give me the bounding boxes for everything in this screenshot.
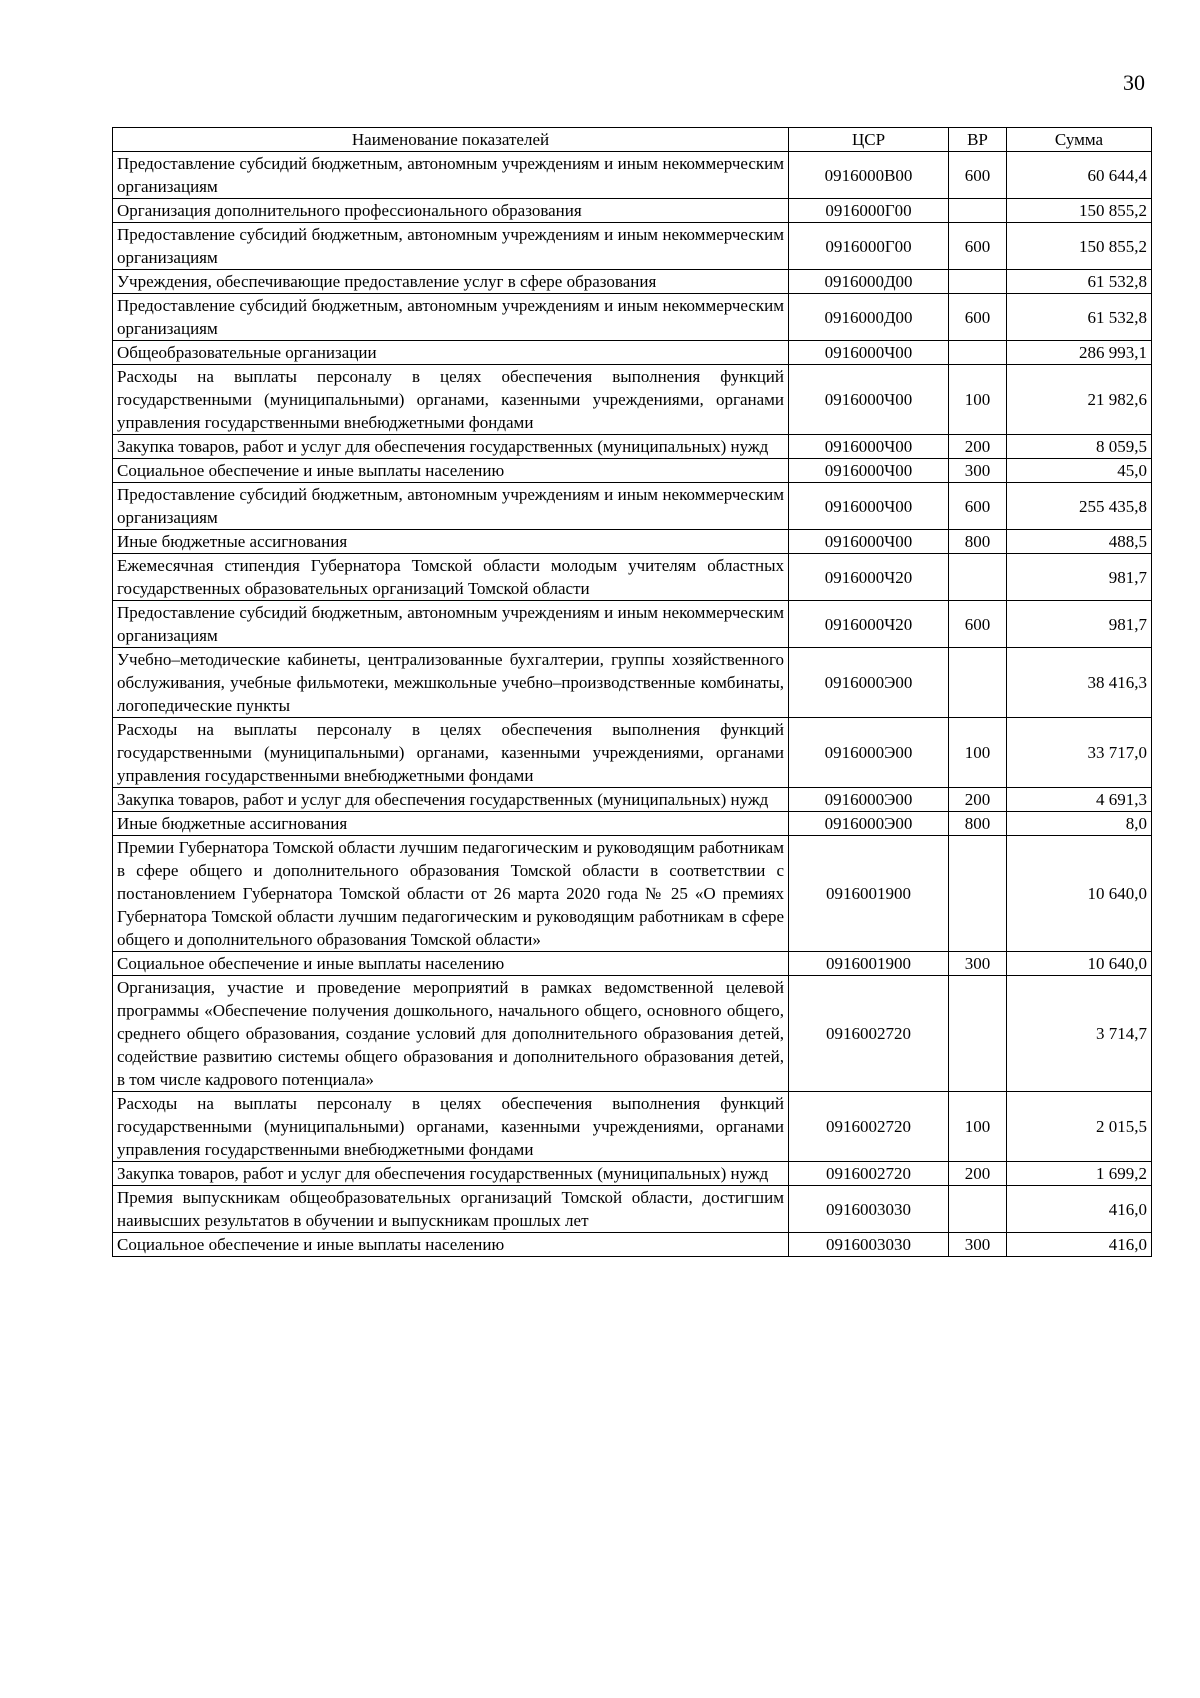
table-row [113, 341, 1152, 365]
table-row [113, 1092, 1152, 1162]
cell-vr: 600 [949, 294, 1007, 341]
cell-csr: 0916000Ч00 [789, 459, 949, 483]
cell-csr: 0916000Д00 [789, 294, 949, 341]
cell-vr [949, 554, 1007, 601]
cell-vr: 600 [949, 152, 1007, 199]
cell-sum: 8,0 [1007, 812, 1152, 836]
table-row [113, 718, 1152, 788]
cell-vr: 300 [949, 1233, 1007, 1257]
table-row [113, 601, 1152, 648]
table-row [113, 483, 1152, 530]
cell-vr: 100 [949, 1092, 1007, 1162]
cell-csr: 0916001900 [789, 836, 949, 952]
table-header-row [113, 128, 1152, 152]
cell-vr [949, 341, 1007, 365]
table-row [113, 952, 1152, 976]
cell-sum: 150 855,2 [1007, 223, 1152, 270]
cell-csr: 0916000Э00 [789, 648, 949, 718]
cell-sum: 150 855,2 [1007, 199, 1152, 223]
cell-vr: 200 [949, 435, 1007, 459]
cell-sum: 416,0 [1007, 1233, 1152, 1257]
cell-sum: 286 993,1 [1007, 341, 1152, 365]
cell-vr: 300 [949, 459, 1007, 483]
cell-sum: 255 435,8 [1007, 483, 1152, 530]
cell-sum: 416,0 [1007, 1186, 1152, 1233]
cell-csr: 0916000Э00 [789, 718, 949, 788]
cell-sum: 4 691,3 [1007, 788, 1152, 812]
cell-name: Социальное обеспечение и иные выплаты населению [113, 952, 789, 976]
cell-csr: 0916000Э00 [789, 788, 949, 812]
cell-name: Предоставление субсидий бюджетным, автономным учреждениям и иным некоммерческим организациям [113, 294, 789, 341]
cell-csr: 0916000Ч00 [789, 530, 949, 554]
cell-sum: 10 640,0 [1007, 836, 1152, 952]
cell-sum: 10 640,0 [1007, 952, 1152, 976]
table-row [113, 812, 1152, 836]
cell-vr: 600 [949, 483, 1007, 530]
cell-csr: 0916000Ч20 [789, 554, 949, 601]
table-row [113, 530, 1152, 554]
table-row [113, 554, 1152, 601]
cell-sum: 8 059,5 [1007, 435, 1152, 459]
cell-name: Социальное обеспечение и иные выплаты населению [113, 459, 789, 483]
cell-sum: 38 416,3 [1007, 648, 1152, 718]
cell-sum: 3 714,7 [1007, 976, 1152, 1092]
cell-name: Премия выпускникам общеобразовательных организаций Томской области, достигшим наивысших результатов в обучении и выпускникам прошлых лет [113, 1186, 789, 1233]
budget-table [112, 127, 1152, 1257]
cell-name: Предоставление субсидий бюджетным, автономным учреждениям и иным некоммерческим организациям [113, 152, 789, 199]
cell-name: Учреждения, обеспечивающие предоставление услуг в сфере образования [113, 270, 789, 294]
cell-name: Организация дополнительного профессионального образования [113, 199, 789, 223]
table-row [113, 294, 1152, 341]
cell-csr: 0916002720 [789, 1162, 949, 1186]
cell-vr [949, 1186, 1007, 1233]
cell-vr: 800 [949, 530, 1007, 554]
cell-csr: 0916003030 [789, 1186, 949, 1233]
cell-name: Организация, участие и проведение мероприятий в рамках ведомственной целевой программы «Обеспечение получения дошкольного, начального общего, основного общего, среднего общего образования, создание условий для дополнительного образования детей, содействие развитию системы общего образования и дополнительного образования детей, в том числе кадрового потенциала» [113, 976, 789, 1092]
header-name: Наименование показателей [113, 128, 789, 152]
header-vr: ВР [949, 128, 1007, 152]
cell-csr: 0916000Ч00 [789, 365, 949, 435]
cell-name: Социальное обеспечение и иные выплаты населению [113, 1233, 789, 1257]
cell-vr [949, 648, 1007, 718]
cell-name: Закупка товаров, работ и услуг для обеспечения государственных (муниципальных) нужд [113, 788, 789, 812]
cell-vr: 600 [949, 601, 1007, 648]
table-row [113, 223, 1152, 270]
cell-name: Расходы на выплаты персоналу в целях обеспечения выполнения функций государственными (муниципальными) органами, казенными учреждениями, органами управления государственными внебюджетными фондами [113, 365, 789, 435]
cell-vr [949, 199, 1007, 223]
cell-sum: 981,7 [1007, 554, 1152, 601]
cell-sum: 33 717,0 [1007, 718, 1152, 788]
cell-csr: 0916000Г00 [789, 223, 949, 270]
cell-csr: 0916000Ч00 [789, 483, 949, 530]
table-row [113, 199, 1152, 223]
cell-csr: 0916000Э00 [789, 812, 949, 836]
table-row [113, 836, 1152, 952]
table-row [113, 152, 1152, 199]
page-number: 30 [1123, 70, 1145, 95]
table-row [113, 1233, 1152, 1257]
cell-csr: 0916003030 [789, 1233, 949, 1257]
cell-csr: 0916002720 [789, 1092, 949, 1162]
table-row [113, 1162, 1152, 1186]
cell-sum: 45,0 [1007, 459, 1152, 483]
cell-name: Расходы на выплаты персоналу в целях обеспечения выполнения функций государственными (муниципальными) органами, казенными учреждениями, органами управления государственными внебюджетными фондами [113, 718, 789, 788]
cell-sum: 60 644,4 [1007, 152, 1152, 199]
cell-csr: 0916000В00 [789, 152, 949, 199]
table-row [113, 976, 1152, 1092]
table-body [113, 152, 1152, 1257]
header-sum: Сумма [1007, 128, 1152, 152]
cell-name: Иные бюджетные ассигнования [113, 812, 789, 836]
cell-sum: 2 015,5 [1007, 1092, 1152, 1162]
table-row [113, 435, 1152, 459]
cell-vr: 200 [949, 788, 1007, 812]
table-row [113, 270, 1152, 294]
cell-vr [949, 270, 1007, 294]
cell-name: Ежемесячная стипендия Губернатора Томской области молодым учителям областных государственных образовательных организаций Томской области [113, 554, 789, 601]
cell-csr: 0916000Г00 [789, 199, 949, 223]
cell-name: Закупка товаров, работ и услуг для обеспечения государственных (муниципальных) нужд [113, 1162, 789, 1186]
table-row [113, 648, 1152, 718]
cell-sum: 61 532,8 [1007, 270, 1152, 294]
cell-sum: 488,5 [1007, 530, 1152, 554]
cell-name: Общеобразовательные организации [113, 341, 789, 365]
cell-vr: 800 [949, 812, 1007, 836]
header-csr: ЦСР [789, 128, 949, 152]
cell-vr [949, 836, 1007, 952]
cell-vr [949, 976, 1007, 1092]
table-row [113, 788, 1152, 812]
cell-name: Закупка товаров, работ и услуг для обеспечения государственных (муниципальных) нужд [113, 435, 789, 459]
cell-name: Предоставление субсидий бюджетным, автономным учреждениям и иным некоммерческим организациям [113, 601, 789, 648]
cell-csr: 0916001900 [789, 952, 949, 976]
cell-name: Учебно–методические кабинеты, централизованные бухгалтерии, группы хозяйственного обслуживания, учебные фильмотеки, межшкольные учебно–производственные комбинаты, логопедические пункты [113, 648, 789, 718]
cell-vr: 100 [949, 365, 1007, 435]
cell-csr: 0916000Ч00 [789, 341, 949, 365]
cell-sum: 61 532,8 [1007, 294, 1152, 341]
cell-csr: 0916000Ч20 [789, 601, 949, 648]
cell-sum: 21 982,6 [1007, 365, 1152, 435]
cell-name: Премии Губернатора Томской области лучшим педагогическим и руководящим работникам в сфере общего и дополнительного образования Томской области в соответствии с постановлением Губернатора Томской области от 26 марта 2020 года № 25 «О премиях Губернатора Томской области лучшим педагогическим и руководящим работникам в сфере общего и дополнительного образования Томской области» [113, 836, 789, 952]
cell-vr: 200 [949, 1162, 1007, 1186]
cell-vr: 600 [949, 223, 1007, 270]
cell-name: Предоставление субсидий бюджетным, автономным учреждениям и иным некоммерческим организациям [113, 483, 789, 530]
cell-name: Предоставление субсидий бюджетным, автономным учреждениям и иным некоммерческим организациям [113, 223, 789, 270]
table-row [113, 1186, 1152, 1233]
cell-vr: 100 [949, 718, 1007, 788]
cell-csr: 0916000Д00 [789, 270, 949, 294]
cell-name: Иные бюджетные ассигнования [113, 530, 789, 554]
table-row [113, 459, 1152, 483]
cell-csr: 0916002720 [789, 976, 949, 1092]
cell-sum: 981,7 [1007, 601, 1152, 648]
cell-csr: 0916000Ч00 [789, 435, 949, 459]
table-row [113, 365, 1152, 435]
cell-name: Расходы на выплаты персоналу в целях обеспечения выполнения функций государственными (муниципальными) органами, казенными учреждениями, органами управления государственными внебюджетными фондами [113, 1092, 789, 1162]
cell-sum: 1 699,2 [1007, 1162, 1152, 1186]
cell-vr: 300 [949, 952, 1007, 976]
